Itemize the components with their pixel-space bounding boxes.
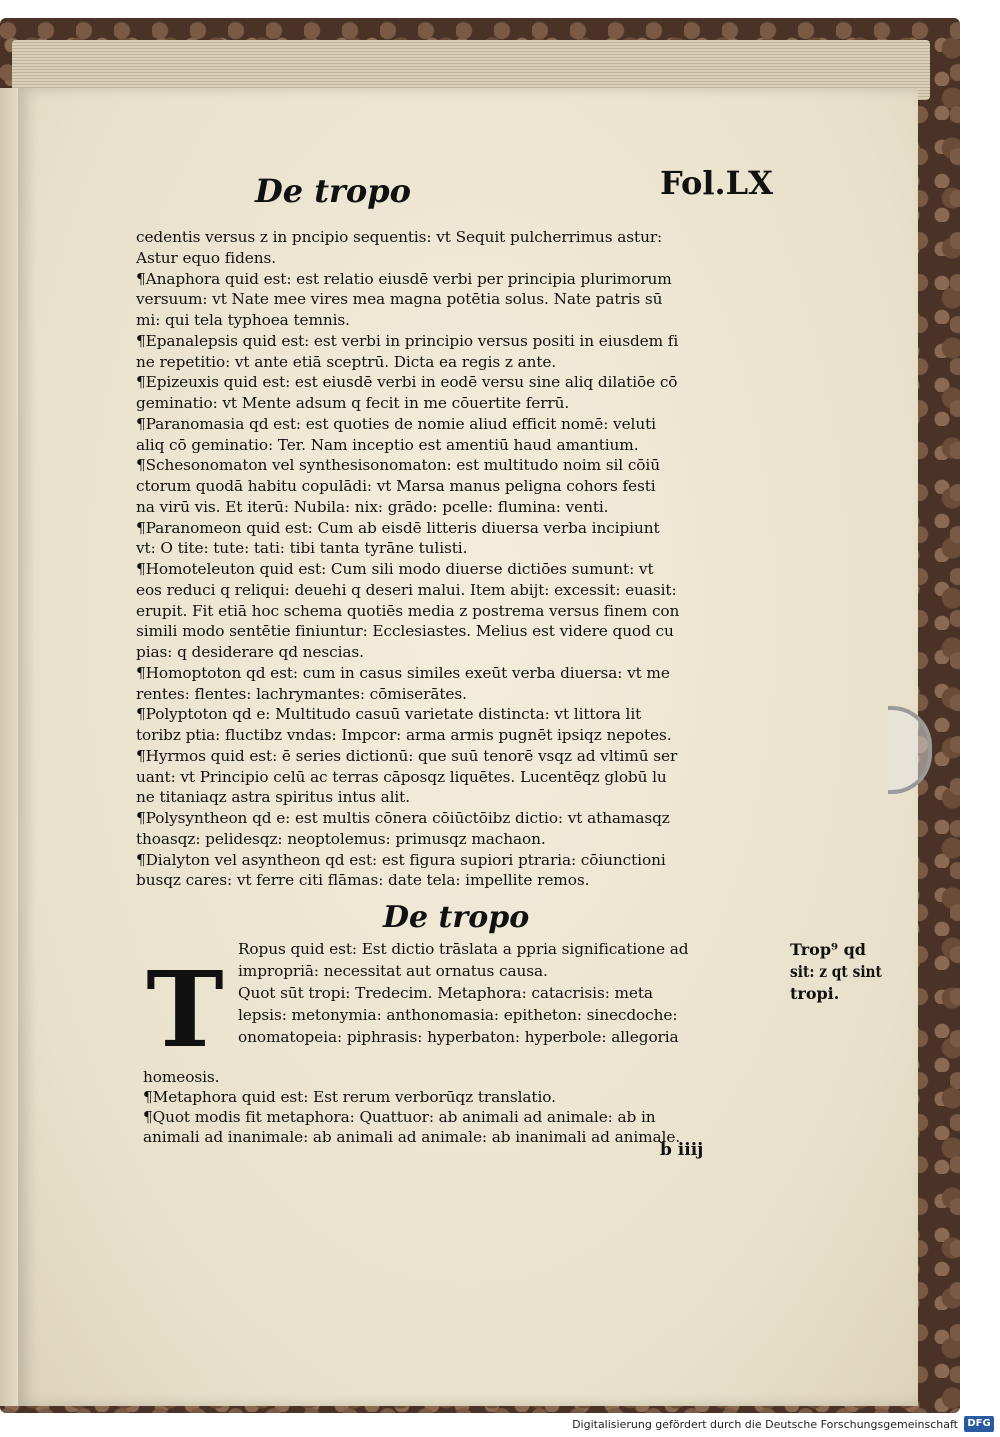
text-line: ¶Hyrmos quid est: ē series dictionū: que suū tenorē vsqz ad vltimū ser (136, 746, 678, 765)
text-line: uant: vt Principio celū ac terras cāposqz liquētes. Lucentēqz globū lu (136, 767, 667, 786)
text-line: cedentis versus z in pncipio sequentis: vt Sequit pulcherrimus astur: (136, 228, 663, 246)
margin-note-line: tropi. (790, 984, 840, 1003)
text-line: toribz ptia: fluctibz vndas: Impcor: arma armis pugnēt ipsiqz nepotes. (136, 726, 672, 744)
section-line: Ropus quid est: Est dictio trāslata a ppria significatione ad (238, 940, 689, 958)
text-line: geminatio: vt Mente adsum q fecit in me cōuertite ferrū. (136, 394, 570, 412)
section-line: lepsis: metonymia: anthonomasia: epitheton: sinecdoche: (238, 1006, 678, 1024)
section-line: onomatopeia: piphrasis: hyperbaton: hyperbole: allegoria (238, 1028, 679, 1046)
text-line: ¶Dialyton vel asyntheon qd est: est figura supiori ptraria: cōiunctioni (136, 850, 666, 869)
folio-number: Fol.LX (660, 164, 773, 202)
margin-note-line: Trop⁹ qd (790, 940, 866, 959)
text-line: ctorum quodā habitu copulādi: vt Marsa manus peligna cohors festi (136, 477, 656, 495)
section-line: animali ad inanimale: ab animali ad animale: ab inanimali ad animale. (143, 1128, 681, 1146)
funding-credit: Digitalisierung gefördert durch die Deutsche Forschungsgemeinschaft (572, 1418, 958, 1431)
text-line: na virū vis. Et iterū: Nubila: nix: grādo: pcelle: flumina: venti. (136, 497, 609, 516)
text-line: Astur equo fidens. (136, 248, 277, 267)
decorated-initial: T (146, 948, 224, 1071)
text-line: busqz cares: vt ferre citi flāmas: date tela: impellite remos. (136, 871, 590, 890)
text-line: ¶Anaphora quid est: est relatio eiusdē verbi per principia plurimorum (136, 269, 672, 288)
text-line: eos reduci q reliqui: deuehi q deseri malui. Item abijt: excessit: euasit: (136, 580, 677, 599)
text-line: ¶Paranomasia qd est: est quoties de nomie aliud efficit nomē: veluti (136, 414, 656, 433)
text-line: ¶Homoptoton qd est: cum in casus similes exeūt verba diuersa: vt me (136, 663, 670, 682)
section-heading: De tropo (383, 900, 530, 935)
signature-mark: b iiij (660, 1140, 704, 1160)
text-line: pias: q desiderare qd nescias. (136, 643, 364, 661)
running-title: De tropo (255, 172, 411, 210)
text-line: thoasqz: pelidesqz: neoptolemus: primusqz machaon. (136, 829, 546, 848)
text-line: ¶Polysyntheon qd e: est multis cōnera cōiūctōibz dictio: vt athamasqz (136, 809, 670, 827)
margin-note-line: sit: z qt sint (790, 962, 882, 981)
section-line: ¶Metaphora quid est: Est rerum verborūqz translatio. (143, 1088, 556, 1106)
text-line: erupit. Fit etiā hoc schema quotiēs media z postrema versus finem con (136, 601, 680, 620)
text-line: simili modo sentētie finiuntur: Ecclesiastes. Melius est videre quod cu (136, 622, 674, 641)
text-line: vt: O tite: tute: tati: tibi tanta tyrāne tulisti. (136, 539, 468, 558)
text-line: rentes: flentes: lachrymantes: cōmiserātes. (136, 684, 467, 703)
section-line: impropriā: necessitat aut ornatus causa. (238, 962, 548, 980)
text-line: mi: qui tela typhoea temnis. (136, 311, 350, 329)
text-line: ¶Epanalepsis quid est: est verbi in principio versus positi in eiusdem fi (136, 331, 679, 350)
section-line: homeosis. (143, 1068, 220, 1086)
footer-bar (0, 1413, 1000, 1437)
text-line: ne titaniaqz astra spiritus intus alit. (136, 788, 410, 807)
section-line: Quot sūt tropi: Tredecim. Metaphora: catacrisis: meta (238, 984, 653, 1002)
text-line: ¶Polyptoton qd e: Multitudo casuū varietate distincta: vt littora lit (136, 705, 642, 724)
text-line: versuum: vt Nate mee vires mea magna potētia solus. Nate patris sū (136, 290, 663, 309)
text-line: ¶Paranomeon quid est: Cum ab eisdē litteris diuersa verba incipiunt (136, 518, 660, 537)
text-line: ¶Epizeuxis quid est: est eiusdē verbi in eodē versu sine aliq dilatiōe cō (136, 373, 678, 392)
text-line: aliq cō geminatio: Ter. Nam inceptio est amentiū haud amantium. (136, 435, 639, 454)
text-line: ¶Homoteleuton quid est: Cum sili modo diuerse dictiōes sumunt: vt (136, 560, 654, 578)
text-line: ne repetitio: vt ante etiā sceptrū. Dicta ea regis z ante. (136, 352, 557, 371)
text-line: ¶Schesonomaton vel synthesisonomaton: est multitudo noim sil cōiū (136, 456, 660, 475)
section-line: ¶Quot modis fit metaphora: Quattuor: ab animali ad animale: ab in (143, 1108, 656, 1126)
dfg-logo-icon: DFG (964, 1416, 994, 1432)
